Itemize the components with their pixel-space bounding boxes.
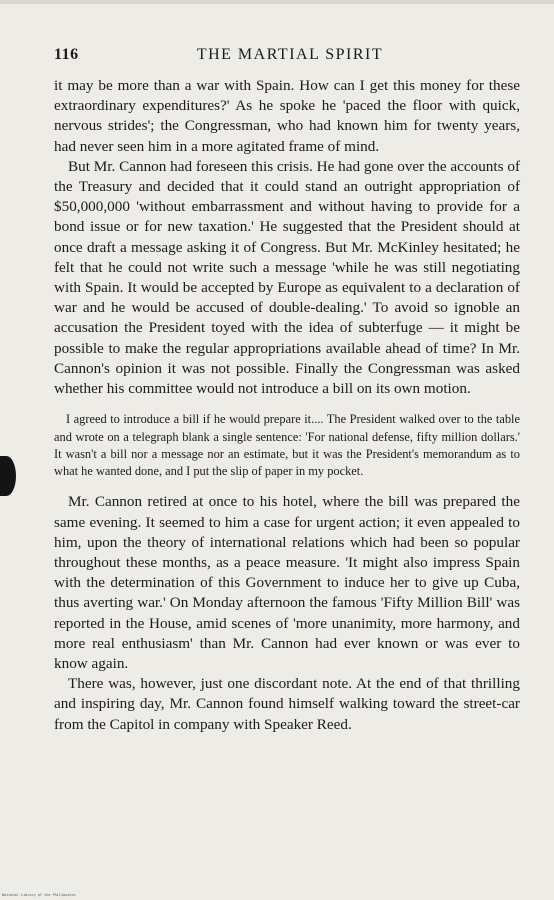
- page-number: 116: [54, 46, 79, 63]
- margin-ink-blot: [0, 456, 16, 496]
- library-stamp: National Library of the Philippines: [2, 893, 76, 897]
- scan-top-edge: [0, 0, 554, 4]
- paragraph: But Mr. Cannon had foreseen this crisis. He had gone over the accounts of the Treasury and decided that it could stand an outright appropriation of $50,000,000 'without embarrassment and without having to provide for a bond issue or for new taxation.' He suggested that the President should at once draft a message asking it of Congress. But Mr. McKinley hesitated; he felt that he could not write such a message 'while he was still negotiating with Spain. It would be accepted by Europe as equivalent to a declaration of war and he would be accused of double-dealing.' To avoid so ignoble an accusation the President toyed with the idea of subterfuge — it might be possible to make the regular appropriations available ahead of time? In Mr. Cannon's opinion it was not possible. Finally the Congressman was asked whether his committee would not introduce a bill on its own motion.: [54, 157, 520, 398]
- block-quote: I agreed to introduce a bill if he would prepare it.... The President walked over to the table and wrote on a telegraph blank a single sentence: 'For national defense, fifty million dollars.' It wasn't a bill nor a message nor an estimate, but it was the President's memorandum as to what he wanted done, and I put the slip of paper in my pocket.: [54, 412, 520, 479]
- paragraph: Mr. Cannon retired at once to his hotel, where the bill was prepared the same evening. It seemed to him a case for urgent action; it even appealed to him, upon the theory of international relations which had been so popular throughout these months, as a peace measure. 'It might also impress Spain with the determination of this Government to induce her to give up Cuba, thus averting war.' On Monday afternoon the famous 'Fifty Million Bill' was reported in the House, amid scenes of 'more unanimity, more harmony, and more real enthusiasm' than Mr. Cannon had ever known or was ever to know again.: [54, 493, 520, 673]
- running-title: THE MARTIAL SPIRIT: [196, 46, 384, 63]
- paragraph: There was, however, just one discordant note. At the end of that thrilling and inspiring day, Mr. Cannon found himself walking toward the street-car from the Capitol in company with Speaker Reed.: [54, 675, 520, 733]
- body-text: [54, 76, 520, 735]
- page-header: [54, 46, 526, 68]
- paragraph: it may be more than a war with Spain. How can I get this money for these extraordinary expenditures?' As he spoke he 'paced the floor with quick, nervous strides'; the Congressman, who had known him for twenty years, had never seen him in a more agitated frame of mind.: [54, 77, 520, 155]
